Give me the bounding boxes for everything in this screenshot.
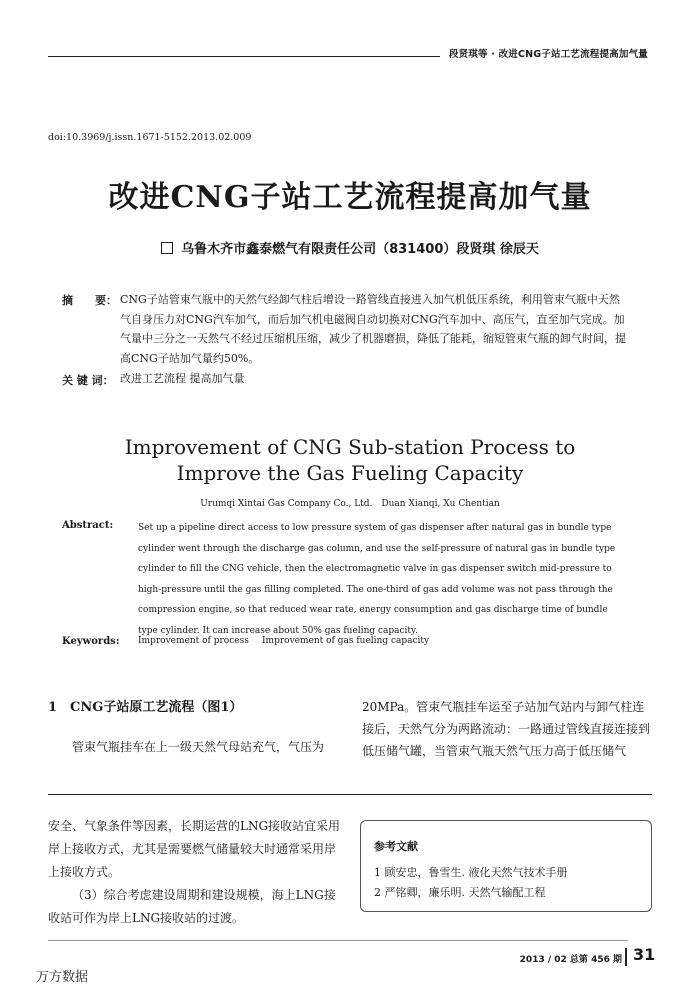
insert-text xyxy=(48,815,344,930)
keywords-en-label: Keywords: xyxy=(62,636,120,647)
section-1-left-paragraph: 管束气瓶挂车在上一级天然气母站充气，气压为 xyxy=(72,740,325,754)
insert-paragraph: （3）综合考虑建设周期和建设规模，海上LNG接收站可作为岸上LNG接收站的过渡。 xyxy=(48,888,336,925)
reference-item: 1 顾安忠，鲁雪生. 液化天然气技术手册 xyxy=(374,866,568,879)
title-en-line1: Improvement of CNG Sub-station Process to xyxy=(124,435,576,459)
insert-paragraph: 安全、气象条件等因素，长期运营的LNG接收站宜采用岸上接收方式，尤其是需要燃气储量较大时通常采用岸上接收方式。 xyxy=(48,819,341,879)
doi: doi:10.3969/j.issn.1671-5152.2013.02.009 xyxy=(48,132,252,143)
section-1-right-paragraph: 20MPa。管束气瓶挂车运至子站加气站内与卸气柱连接后，天然气分为两路流动：一路通过管线直接连接到低压储气罐，当管束气瓶天然气压力高于低压储气 xyxy=(362,700,651,758)
section-1-title: 1 CNG子站原工艺流程（图1） xyxy=(48,700,243,715)
square-bullet-icon xyxy=(161,242,173,254)
running-header: 段贤琪等 · 改进CNG子站工艺流程提高加气量 xyxy=(448,49,648,60)
keywords-cn-text: 改进工艺流程 提高加气量 xyxy=(120,372,245,385)
abstract-cn-label: 摘 要： xyxy=(62,294,117,307)
header-rule xyxy=(48,56,440,57)
page-number: 31 xyxy=(633,945,656,964)
title-cn: 改进CNG子站工艺流程提高加气量 xyxy=(108,180,592,215)
footer-separator xyxy=(625,948,627,966)
references-title: 参考文献 xyxy=(374,840,418,853)
abstract-en-text: Set up a pipeline direct access to low pressure system of gas dispenser after natural gas in bundle type cylinder went through the discharge gas column, and use the self-pressure of natural gas in bundle type cylinder to fill the CNG vehicle, then the electromagnetic valve in gas dispenser switch mid-pressure to high-pressure until the gas filling completed. The one-third of gas add volume was not pass through the compression engine, so that reduced wear rate, energy consumption and gas discharge time of bundle type cylinder. It can increase about 50% gas fueling capacity. xyxy=(138,523,616,636)
watermark: 万方数据 xyxy=(36,970,89,985)
authors-cn-text: 乌鲁木齐市鑫泰燃气有限责任公司（831400）段贤琪 徐辰天 xyxy=(181,242,539,257)
abstract-en-label: Abstract: xyxy=(62,520,114,531)
keyword-en-item: Improvement of gas fueling capacity xyxy=(262,636,430,646)
footer-rule xyxy=(48,940,628,941)
keywords-cn-label: 关 键 词： xyxy=(62,374,114,387)
title-en xyxy=(0,434,700,486)
reference-item: 2 严铭卿，廉乐明. 天然气输配工程 xyxy=(374,886,546,899)
affiliation-en: Urumqi Xintai Gas Company Co., Ltd. Duan Xianqi, Xu Chentian xyxy=(200,499,500,509)
authors-cn xyxy=(0,238,700,257)
insert-divider xyxy=(48,794,652,795)
footer-issue: 2013 / 02 总第 456 期 xyxy=(519,955,622,965)
keyword-en-item: Improvement of process xyxy=(138,636,249,646)
title-en-line2: Improve the Gas Fueling Capacity xyxy=(176,461,524,485)
abstract-cn-text: CNG子站管束气瓶中的天然气经卸气柱后增设一路管线直接进入加气机低压系统，利用管束气瓶中天然气自身压力对CNG汽车加气，而后加气机电磁阀自动切换对CNG汽车加中、高压气，直至加气完成。加气量中三分之一天然气不经过压缩机压缩，减少了机器磨损，降低了能耗，缩短管束气瓶的卸气时间，提高CNG子站加气量约50%。 xyxy=(120,293,626,365)
